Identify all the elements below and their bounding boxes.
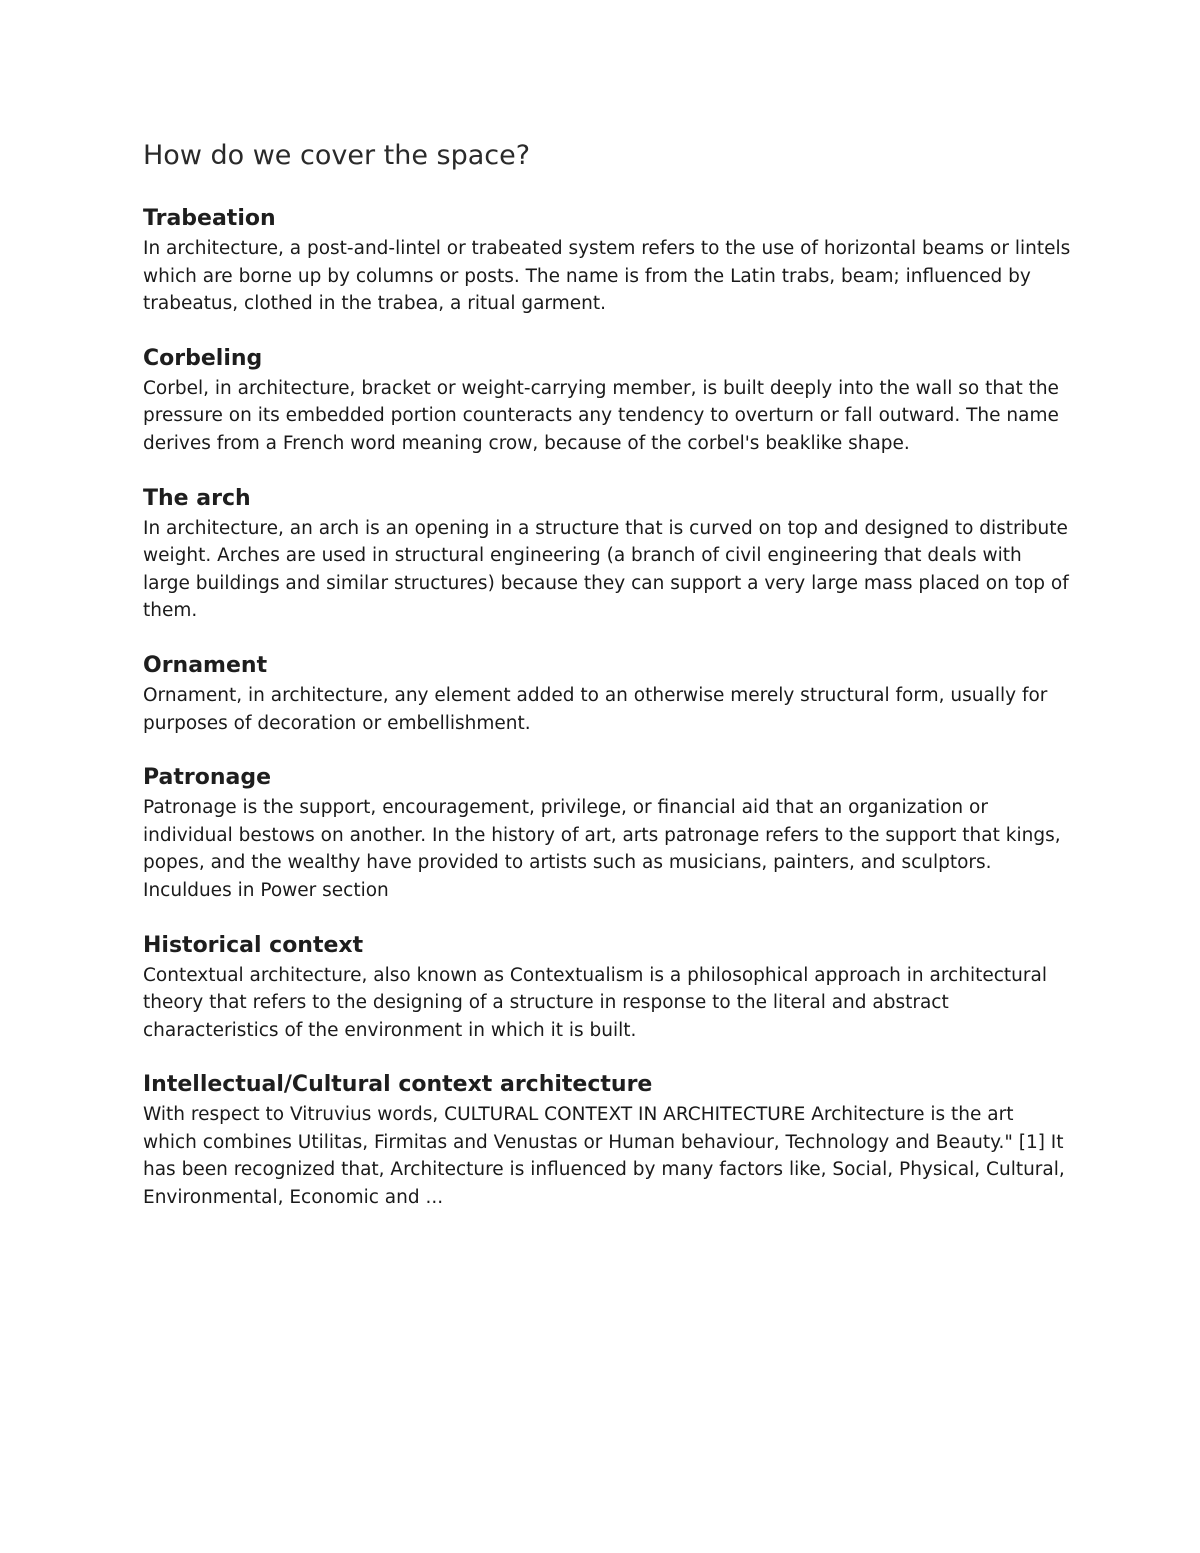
section-body: In architecture, a post-and-lintel or trabeated system refers to the use of horizontal beams or lintels which are borne up by columns or posts. The name is from the Latin trabs, beam; influenced by trabeatus, clothed in the trabea, a ritual garment. xyxy=(143,238,1071,315)
section-the-arch xyxy=(143,483,1073,625)
section-note: Inculdues in Power section xyxy=(143,879,389,901)
section-heading: Corbeling xyxy=(143,345,263,371)
document-title: How do we cover the space? xyxy=(143,140,531,171)
section-patronage xyxy=(143,762,1073,904)
section-heading: Ornament xyxy=(143,652,268,678)
section-trabeation xyxy=(143,203,1073,318)
section-body: Corbel, in architecture, bracket or weight-carrying member, is built deeply into the wall so that the pressure on its embedded portion counteracts any tendency to overturn or fall outward. The name derives from a French word meaning crow, because of the corbel's beaklike shape. xyxy=(143,377,1059,454)
section-heading: The arch xyxy=(143,485,251,511)
section-body: With respect to Vitruvius words, CULTURAL CONTEXT IN ARCHITECTURE Architecture is the art which combines Utilitas, Firmitas and Venustas or Human behaviour, Technology and Beauty." [1] It has been recognized that, Architecture is influenced by many factors like, Social, Physical, Cultural, Environmental, Economic and ... xyxy=(143,1104,1065,1209)
section-intellectual-cultural-context xyxy=(143,1069,1073,1211)
section-body: Contextual architecture, also known as Contextualism is a philosophical approach in architectural theory that refers to the designing of a structure in response to the literal and abstract characteristics of the environment in which it is built. xyxy=(143,964,1047,1041)
section-body: Ornament, in architecture, any element added to an otherwise merely structural form, usually for purposes of decoration or embellishment. xyxy=(143,684,1048,734)
section-heading: Trabeation xyxy=(143,206,276,231)
document-page xyxy=(143,138,1073,1237)
section-body: Patronage is the support, encouragement, privilege, or financial aid that an organization or individual bestows on another. In the history of art, arts patronage refers to the support that kings, popes, and the wealthy have provided to artists such as musicians, painters, and sculptors. xyxy=(143,797,1061,874)
section-body: In architecture, an arch is an opening in a structure that is curved on top and designed to distribute weight. Arches are used in structural engineering (a branch of civil engineering that deals with large buildings and similar structures) because they can support a very large mass placed on top of them. xyxy=(143,517,1069,622)
section-heading: Intellectual/Cultural context architecture xyxy=(143,1072,653,1098)
section-historical-context xyxy=(143,930,1073,1045)
section-heading: Patronage xyxy=(143,765,272,791)
section-corbeling xyxy=(143,343,1073,458)
section-heading: Historical context xyxy=(143,932,364,958)
section-ornament xyxy=(143,650,1073,737)
